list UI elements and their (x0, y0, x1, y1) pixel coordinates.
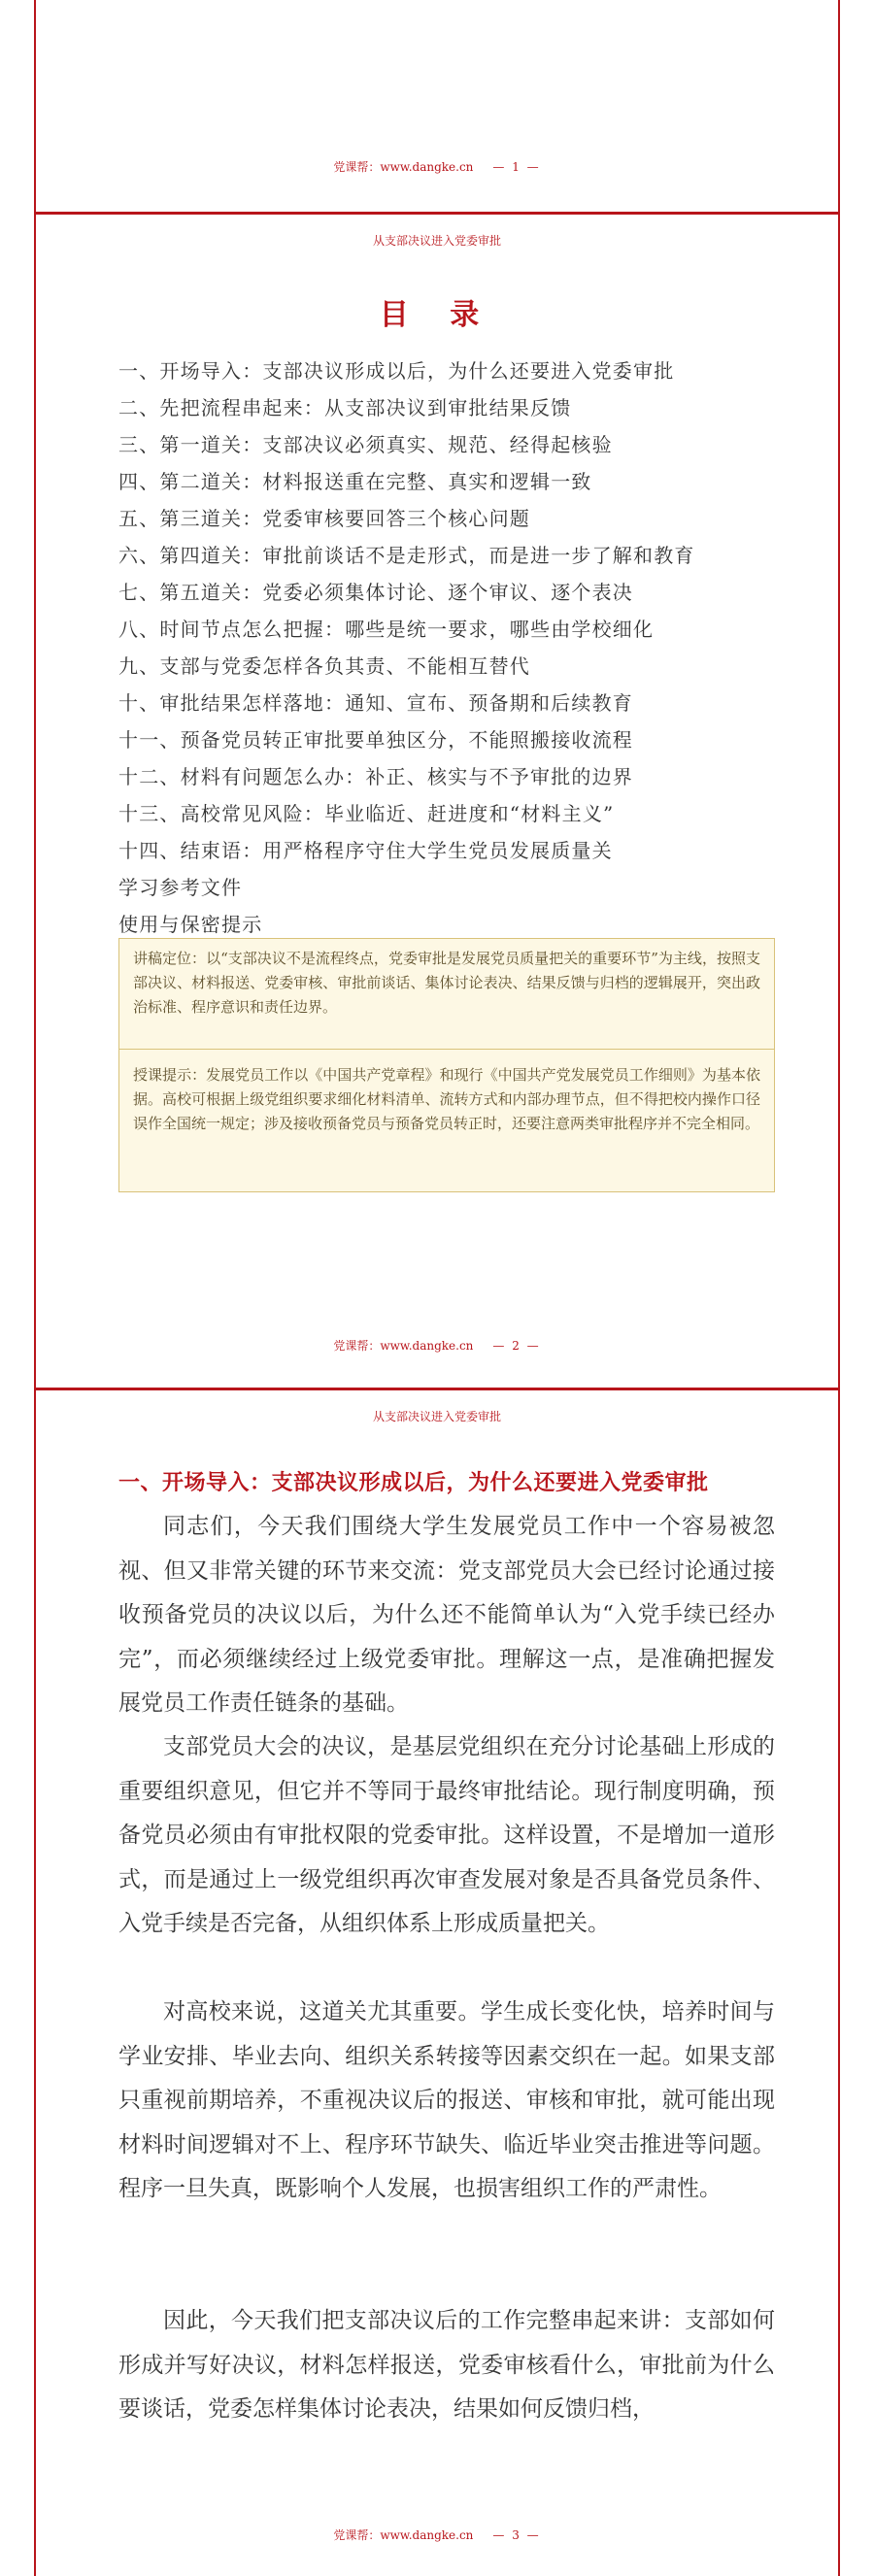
note-box (118, 938, 775, 1192)
page-footer (36, 1337, 838, 1354)
toc-item: 学习参考文件 (118, 876, 243, 899)
page-footer (36, 158, 838, 175)
toc-item: 二、先把流程串起来：从支部决议到审批结果反馈 (118, 396, 572, 419)
page-2 (34, 212, 840, 1388)
toc-item: 十四、结束语：用严格程序守住大学生党员发展质量关 (118, 839, 613, 862)
page-number: — 2 — (492, 1339, 541, 1353)
footer-site: 党课帮：www.dangke.cn (333, 2528, 474, 2542)
body-paragraph: 同志们，今天我们围绕大学生发展党员工作中一个容易被忽视、但又非常关键的环节来交流：党支部党员大会已经讨论通过接收预备党员的决议以后，为什么还不能简单认为“入党手续已经办完”，而必须继续经过上级党委审批。理解这一点，是准确把握发展党员工作责任链条的基础。 (118, 1514, 775, 1716)
toc-title: 目 录 (379, 298, 495, 332)
footer-site: 党课帮：www.dangke.cn (333, 1339, 474, 1353)
toc-item: 五、第三道关：党委审核要回答三个核心问题 (118, 507, 530, 530)
page-3 (34, 1388, 840, 2576)
body-paragraph: 因此，今天我们把支部决议后的工作完整串起来讲：支部如何形成并写好决议，材料怎样报送，党委审核看什么，审批前为什么要谈话，党委怎样集体讨论表决，结果如何反馈归档， (118, 2308, 775, 2422)
toc-item: 四、第二道关：材料报送重在完整、真实和逻辑一致 (118, 470, 592, 493)
section-heading: 一、开场导入：支部决议形成以后，为什么还要进入党委审批 (118, 1470, 709, 1495)
body-paragraph: 支部党员大会的决议，是基层党组织在充分讨论基础上形成的重要组织意见，但它并不等同于最终审批结论。现行制度明确，预备党员必须由有审批权限的党委审批。这样设置，不是增加一道形式，而是通过上一级党组织再次审查发展对象是否具备党员条件、入党手续是否完备，从组织体系上形成质量把关。 (118, 1734, 775, 1936)
toc-item: 使用与保密提示 (118, 913, 263, 936)
toc-list (118, 352, 695, 943)
note-tips: 授课提示：发展党员工作以《中国共产党章程》和现行《中国共产党发展党员工作细则》为基本依据。高校可根据上级党组织要求细化材料清单、流转方式和内部办理节点，但不得把校内操作口径误作全国统一规定；涉及接收预备党员与预备党员转正时，还要注意两类审批程序并不完全相同。 (133, 1066, 760, 1132)
toc-item: 十、审批结果怎样落地：通知、宣布、预备期和后续教育 (118, 691, 633, 715)
toc-item: 三、第一道关：支部决议必须真实、规范、经得起核验 (118, 433, 613, 456)
page-number: — 3 — (492, 2528, 541, 2542)
note-positioning: 讲稿定位：以“支部决议不是流程终点，党委审批是发展党员质量把关的重要环节”为主线，按照支部决议、材料报送、党委审核、审批前谈话、集体讨论表决、结果反馈与归档的逻辑展开，突出政治标准、程序意识和责任边界。 (133, 950, 760, 1016)
page-number: — 1 — (492, 160, 541, 174)
toc-item: 十二、材料有问题怎么办：补正、核实与不予审批的边界 (118, 765, 633, 788)
running-header: 从支部决议进入党委审批 (372, 234, 501, 248)
footer-site: 党课帮：www.dangke.cn (333, 160, 474, 174)
running-header: 从支部决议进入党委审批 (372, 1410, 501, 1423)
toc-item: 九、支部与党委怎样各负其责、不能相互替代 (118, 654, 530, 678)
toc-item: 十一、预备党员转正审批要单独区分，不能照搬接收流程 (118, 728, 633, 752)
toc-item: 八、时间节点怎么把握：哪些是统一要求，哪些由学校细化 (118, 618, 655, 641)
toc-item: 六、第四道关：审批前谈话不是走形式，而是进一步了解和教育 (118, 544, 695, 567)
page-footer (36, 2526, 838, 2543)
toc-item: 一、开场导入：支部决议形成以后，为什么还要进入党委审批 (118, 359, 675, 383)
toc-item: 七、第五道关：党委必须集体讨论、逐个审议、逐个表决 (118, 581, 633, 604)
body-paragraph: 对高校来说，这道关尤其重要。学生成长变化快，培养时间与学业安排、毕业去向、组织关系转接等因素交织在一起。如果支部只重视前期培养，不重视决议后的报送、审核和审批，就可能出现材料时间逻辑对不上、程序环节缺失、临近毕业突击推进等问题。程序一旦失真，既影响个人发展，也损害组织工作的严肃性。 (118, 1999, 775, 2201)
page-1 (34, 0, 840, 212)
note-divider (119, 1049, 774, 1050)
toc-item: 十三、高校常见风险：毕业临近、赶进度和“材料主义” (118, 802, 615, 825)
